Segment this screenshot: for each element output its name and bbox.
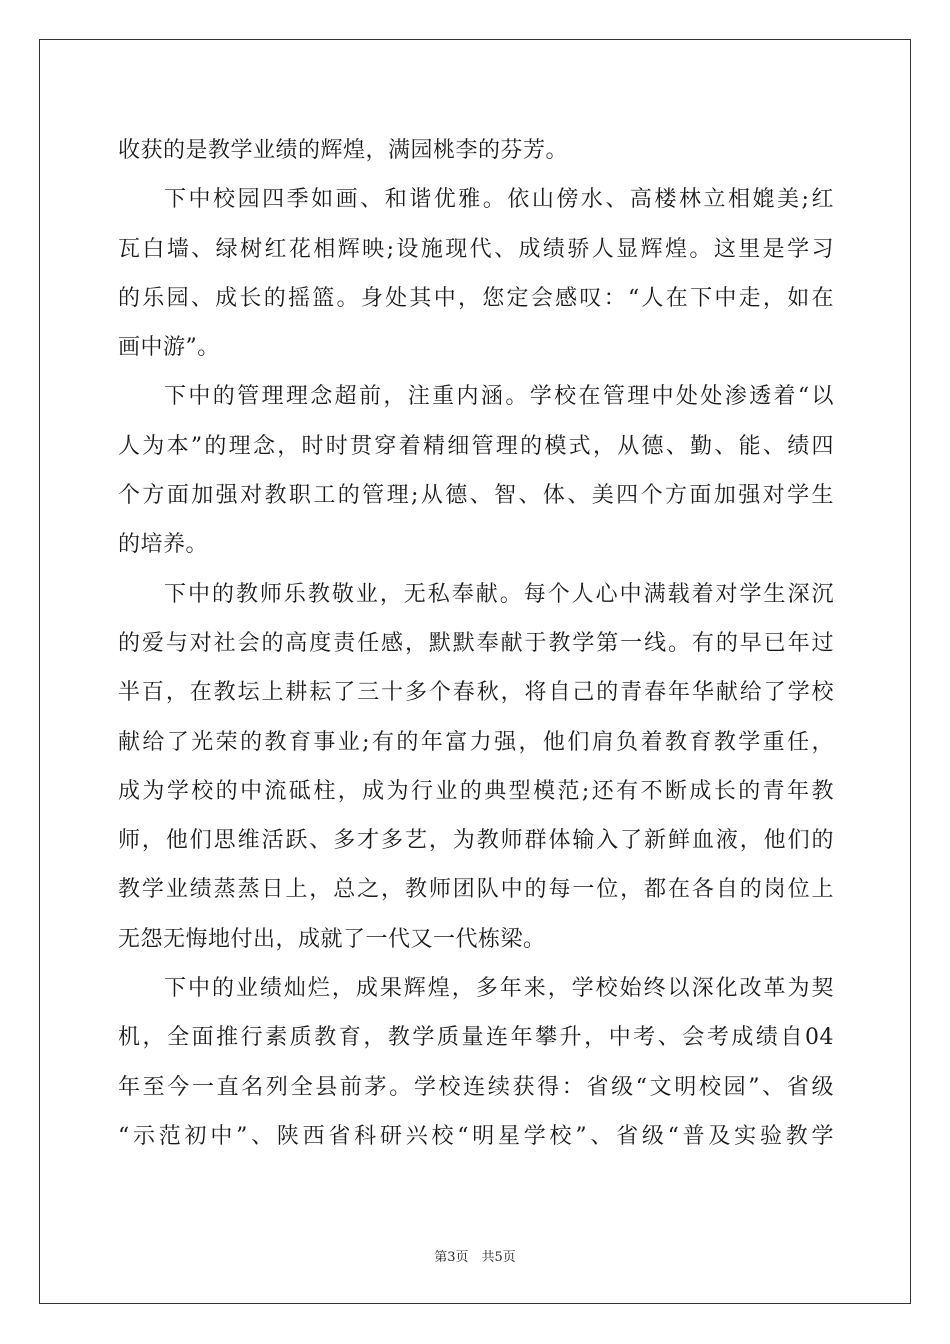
text-line: 教学业绩蒸蒸日上，总之，教师团队中的每一位，都在各自的岗位上: [118, 877, 834, 903]
text-line: 的乐园、成长的摇篮。身处其中，您定会感叹：“人在下中走，如在: [118, 285, 834, 311]
text-line: 的培养。: [118, 532, 209, 558]
text-line: 无怨无悔地付出，成就了一代又一代栋梁。: [118, 926, 546, 952]
text-line: 半百，在教坛上耕耘了三十多个春秋，将自己的青春年华献给了学校: [118, 680, 834, 706]
text-line: 的爱与对社会的高度责任感，默默奉献于教学第一线。有的早已年过: [118, 630, 834, 656]
text-line: 下中的业绩灿烂，成果辉煌，多年来，学校始终以深化改革为契: [164, 976, 834, 1002]
text-line: 个方面加强对教职工的管理;从德、智、体、美四个方面加强对学生: [118, 483, 834, 509]
text-line: 下中校园四季如画、和谐优雅。依山傍水、高楼林立相媲美;红: [164, 187, 834, 213]
text-line: 收获的是教学业绩的辉煌，满园桃李的芬芳。: [118, 138, 569, 163]
text-line: 献给了光荣的教育事业;有的年富力强，他们肩负着教育教学重任，: [118, 729, 834, 755]
text-line: 下中的教师乐教敬业，无私奉献。每个人心中满载着对学生深沉: [164, 581, 834, 607]
text-line: 年至今一直名列全县前茅。学校连续获得：省级“文明校园”、省级: [118, 1074, 834, 1100]
page-number-footer: 第3页 共5页: [434, 1250, 516, 1265]
text-line: 瓦白墙、绿树红花相辉映;设施现代、成绩骄人显辉煌。这里是学习: [118, 236, 834, 262]
text-line: 人为本”的理念，时时贯穿着精细管理的模式，从德、勤、能、绩四: [118, 433, 834, 459]
document-body: [118, 126, 834, 1161]
text-line: 成为学校的中流砥柱，成为行业的典型模范;还有不断成长的青年教: [118, 778, 834, 804]
text-line: 画中游”。: [118, 335, 220, 361]
text-line: 师，他们思维活跃、多才多艺，为教师群体输入了新鲜血液，他们的: [118, 828, 834, 854]
text-line: 下中的管理理念超前，注重内涵。学校在管理中处处渗透着“以: [164, 384, 834, 410]
text-line: 机，全面推行素质教育，教学质量连年攀升，中考、会考成绩自04: [118, 1025, 834, 1051]
text-line: “示范初中”、陕西省科研兴校“明星学校”、省级“普及实验教学: [118, 1123, 834, 1149]
